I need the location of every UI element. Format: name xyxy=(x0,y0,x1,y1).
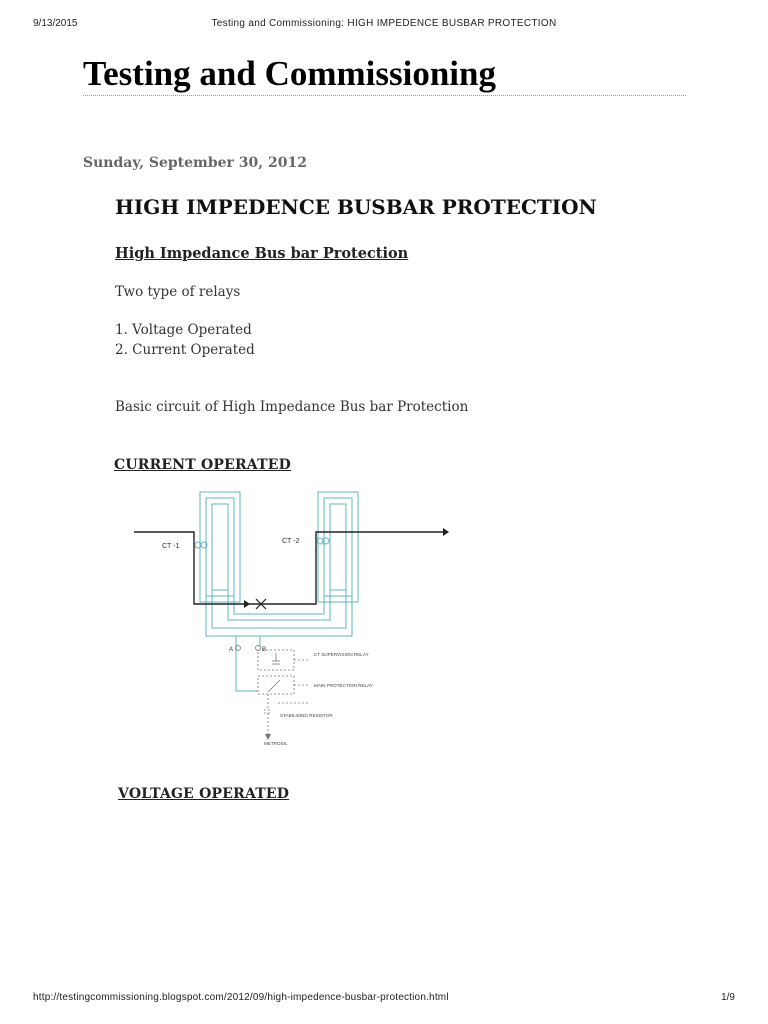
intro-text: Two type of relays xyxy=(115,284,241,300)
main-protection-label: MAIN PROTECTION RELAY xyxy=(314,683,373,688)
title-divider xyxy=(83,95,686,96)
terminal-a-label: A xyxy=(229,647,234,653)
post-date: Sunday, September 30, 2012 xyxy=(83,155,308,171)
section-voltage-operated: VOLTAGE OPERATED xyxy=(118,786,290,802)
post-subheading: High Impedance Bus bar Protection xyxy=(115,245,409,262)
current-arrow-mid xyxy=(244,600,250,608)
post-title[interactable]: HIGH IMPEDENCE BUSBAR PROTECTION xyxy=(115,195,597,219)
print-page-title: Testing and Commissioning: HIGH IMPEDENCE BUSBAR PROTECTION xyxy=(211,18,557,29)
ct-supervision-label: CT SUPERVISION RELAY xyxy=(314,652,369,657)
ct2-label: CT -2 xyxy=(282,538,300,545)
metrosil-label: METROSIL xyxy=(264,741,288,746)
ct1-label: CT -1 xyxy=(162,543,180,550)
current-arrow-right xyxy=(443,528,449,536)
blog-title[interactable]: Testing and Commissioning xyxy=(83,54,496,93)
circuit-caption: Basic circuit of High Impedance Bus bar Protection xyxy=(115,399,469,415)
list-item: 2. Current Operated xyxy=(115,342,255,358)
section-current-operated: CURRENT OPERATED xyxy=(114,457,291,473)
metrosil-arrow xyxy=(265,734,271,740)
stabilising-resistor-label: STABILISING RESISTOR xyxy=(280,713,333,718)
terminal-b-label: B xyxy=(262,647,267,653)
ct-coils xyxy=(195,538,329,548)
print-date: 9/13/2015 xyxy=(33,18,78,29)
print-url: http://testingcommissioning.blogspot.com/2012/09/high-impedence-busbar-protection.html xyxy=(33,992,449,1003)
list-item: 1. Voltage Operated xyxy=(115,322,252,338)
busbar-circuit-diagram xyxy=(128,488,458,750)
relay-panel xyxy=(236,646,311,735)
print-page-number: 1/9 xyxy=(721,992,735,1003)
